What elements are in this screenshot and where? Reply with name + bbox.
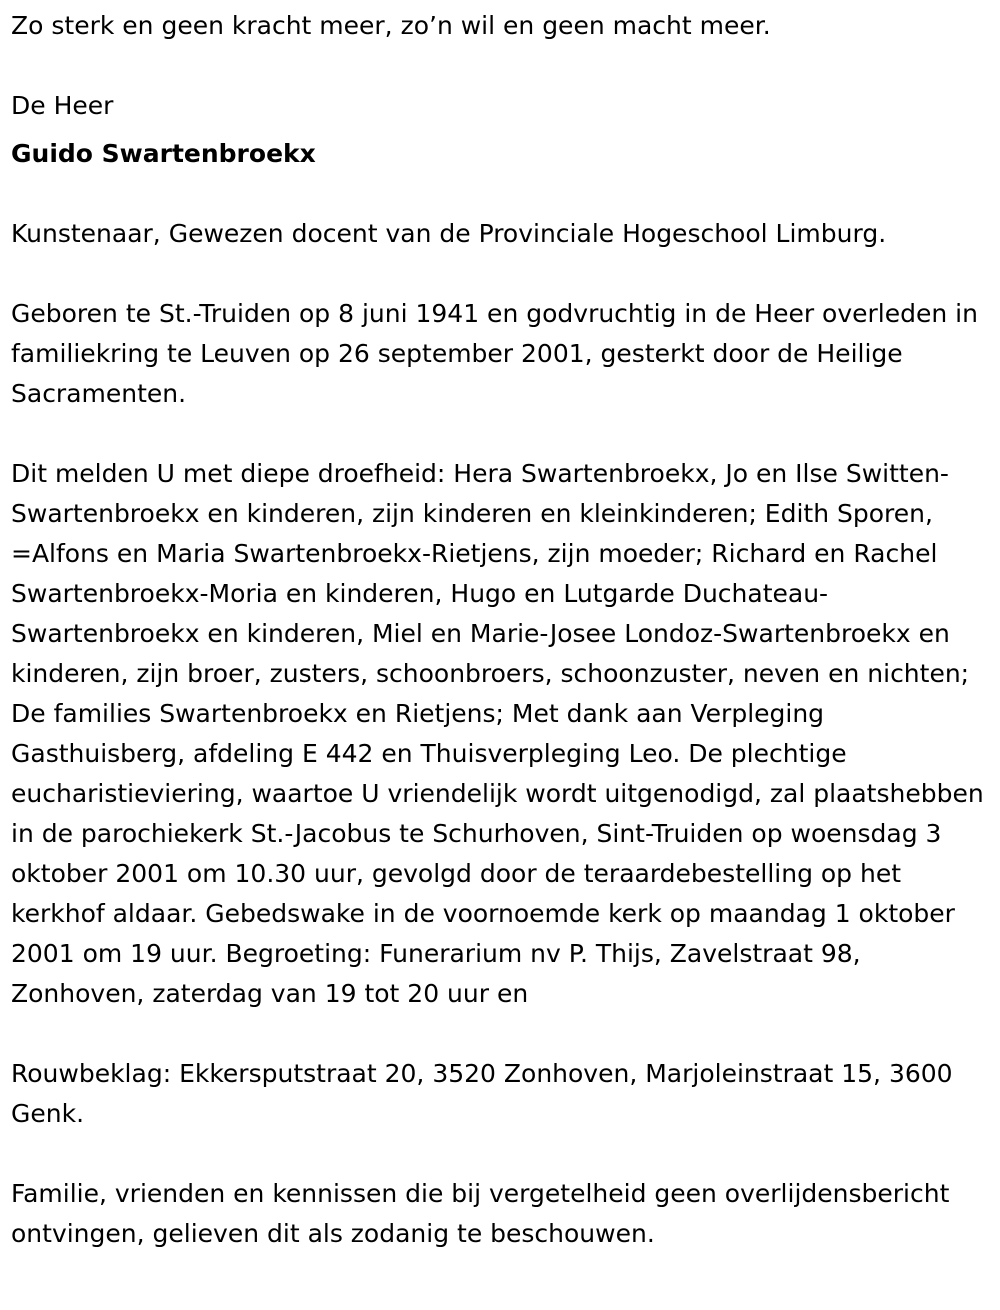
deceased-name: Guido Swartenbroekx [11, 139, 316, 168]
salutation: De Heer [11, 91, 114, 120]
closing-text: Familie, vrienden en kennissen die bij vergetelheid geen overlijdensbericht ontvingen, gelieven dit als zodanig te beschouwen. [11, 1179, 950, 1248]
motto-text: Zo sterk en geen kracht meer, zo’n wil en geen macht meer. [11, 11, 771, 40]
announcement-text: Dit melden U met diepe droefheid: Hera Swartenbroekx, Jo en Ilse Switten-Swartenbroekx en kinderen, zijn kinderen en kleinkinderen; Edith Sporen, =Alfons en Maria Swartenbroekx-Rietjens, zijn moeder; Richard en Rachel Swartenbroekx-Moria en kinderen, Hugo en Lutgarde Duchateau-Swartenbroekx en kinderen, Miel en Marie-Josee Londoz-Swartenbroekx en kinderen, zijn broer, zusters, schoonbroers, schoonzuster, neven en nichten; De families Swartenbroekx en Rietjens; Met dank aan Verpleging Gasthuisberg, afdeling E 442 en Thuisverpleging Leo. De plechtige eucharistieviering, waartoe U vriendelijk wordt uitgenodigd, zal plaatshebben in de parochiekerk St.-Jacobus te Schurhoven, Sint-Truiden op woensdag 3 oktober 2001 om 10.30 uur, gevolgd door de teraardebestelling op het kerkhof aldaar. Gebedswake in de voornoemde kerk op maandag 1 oktober 2001 om 19 uur. Begroeting: Funerarium nv P. Thijs, Zavelstraat 98, Zonhoven, zaterdag van 19 tot 20 uur en [11, 459, 984, 1008]
occupation-text: Kunstenaar, Gewezen docent van de Provinciale Hogeschool Limburg. [11, 219, 887, 248]
deceased-block [11, 86, 996, 174]
mourning-address-text: Rouwbeklag: Ekkersputstraat 20, 3520 Zonhoven, Marjoleinstraat 15, 3600 Genk. [11, 1059, 953, 1128]
obituary-notice [11, 6, 996, 1294]
birth-death-text: Geboren te St.-Truiden op 8 juni 1941 en godvruchtig in de Heer overleden in familiekring te Leuven op 26 september 2001, gesterkt door de Heilige Sacramenten. [11, 299, 978, 408]
